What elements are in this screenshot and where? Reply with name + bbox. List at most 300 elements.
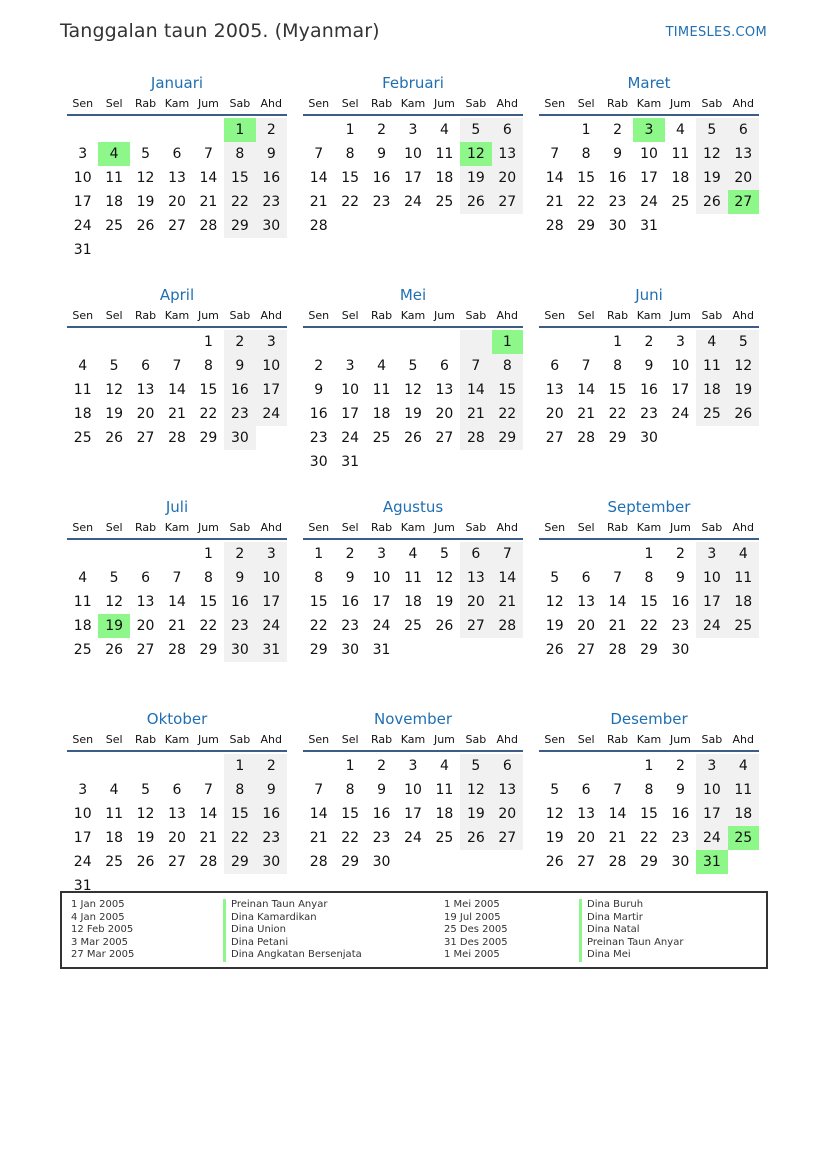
day-cell: 31 — [73, 242, 92, 258]
day-cell: 31 — [256, 638, 287, 662]
day-cell: 1 — [203, 546, 213, 562]
empty-cell — [67, 118, 98, 142]
day-cell: 30 — [372, 854, 391, 870]
day-cell: 29 — [224, 214, 255, 238]
month-mei — [303, 284, 523, 496]
day-cell: 25 — [435, 830, 454, 846]
site-logo[interactable]: TIMESLES.COM — [665, 25, 767, 40]
day-cell: 10 — [341, 382, 360, 398]
day-cell: 13 — [728, 142, 759, 166]
day-cell: 4 — [439, 758, 449, 774]
day-cell: 30 — [256, 214, 287, 238]
day-cell: 2 — [345, 546, 355, 562]
day-cell: 4 — [439, 122, 449, 138]
weekday-label: Rab — [371, 521, 393, 534]
day-cell: 23 — [256, 826, 287, 850]
weekday-label: Sab — [465, 733, 487, 746]
day-cell: 26 — [545, 854, 564, 870]
day-cell: 28 — [460, 426, 491, 450]
day-cell: 3 — [408, 122, 418, 138]
day-cell: 22 — [309, 618, 328, 634]
weekday-label: Rab — [371, 733, 393, 746]
day-cell: 22 — [224, 826, 255, 850]
day-cell: 2 — [314, 358, 324, 374]
day-cell: 4 — [728, 754, 759, 778]
weekday-label: Ahd — [732, 521, 755, 534]
day-cell: 13 — [545, 382, 564, 398]
legend-holiday-name: Dina Kamardikan — [223, 912, 362, 925]
legend-date: 31 Des 2005 — [444, 936, 508, 948]
weekday-label: Jum — [197, 97, 219, 110]
holiday-day-cell: 3 — [633, 118, 664, 142]
weekday-label: Kam — [636, 97, 662, 110]
weekday-label: Kam — [636, 521, 662, 534]
day-cell: 21 — [168, 406, 186, 422]
day-cell: 7 — [172, 570, 182, 586]
day-cell: 27 — [577, 642, 596, 658]
month-oktober — [67, 708, 287, 920]
empty-cell — [570, 542, 601, 566]
day-cell: 19 — [460, 166, 491, 190]
weekday-label: Sen — [72, 97, 94, 110]
day-cell: 26 — [105, 642, 124, 658]
empty-cell — [366, 330, 397, 354]
empty-cell — [98, 754, 129, 778]
day-cell: 18 — [696, 378, 727, 402]
holiday-day-cell: 12 — [460, 142, 491, 166]
day-cell: 5 — [728, 330, 759, 354]
day-cell: 10 — [73, 170, 92, 186]
empty-cell — [303, 118, 334, 142]
legend-holiday-name: Preinan Taun Anyar — [223, 899, 362, 912]
day-cell: 24 — [404, 194, 422, 210]
day-cell: 7 — [460, 354, 491, 378]
day-cell: 12 — [105, 382, 124, 398]
day-cell: 27 — [460, 614, 491, 638]
day-cell: 23 — [372, 830, 391, 846]
day-cell: 14 — [309, 170, 328, 186]
day-cell: 8 — [581, 146, 591, 162]
holiday-day-cell: 27 — [728, 190, 759, 214]
weekday-header — [539, 730, 759, 752]
weekday-label: Ahd — [732, 733, 755, 746]
weekday-label: Jum — [433, 309, 455, 322]
day-cell: 2 — [224, 542, 255, 566]
day-cell: 9 — [224, 566, 255, 590]
day-cell: 24 — [671, 406, 690, 422]
empty-cell — [539, 118, 570, 142]
day-cell: 29 — [341, 854, 360, 870]
weekday-label: Sen — [72, 309, 94, 322]
weekday-label: Ahd — [496, 521, 519, 534]
weekday-label: Sab — [701, 309, 723, 322]
day-cell: 17 — [372, 594, 391, 610]
day-cell: 1 — [314, 546, 324, 562]
day-cell: 2 — [256, 754, 287, 778]
day-cell: 9 — [314, 382, 324, 398]
day-cell: 20 — [545, 406, 564, 422]
day-cell: 3 — [78, 782, 88, 798]
day-cell: 11 — [105, 806, 124, 822]
day-cell: 29 — [640, 642, 658, 658]
day-cell: 14 — [608, 594, 627, 610]
day-cell: 29 — [640, 854, 658, 870]
day-cell: 3 — [696, 542, 727, 566]
weekday-label: Ahd — [260, 733, 283, 746]
day-cell: 16 — [256, 802, 287, 826]
day-cell: 14 — [168, 382, 186, 398]
day-cell: 8 — [314, 570, 324, 586]
weekday-label: Kam — [164, 733, 190, 746]
weekday-label: Sab — [701, 97, 723, 110]
day-cell: 30 — [224, 426, 255, 450]
day-cell: 19 — [460, 802, 491, 826]
day-grid — [67, 118, 287, 262]
day-cell: 16 — [372, 806, 391, 822]
weekday-label: Jum — [669, 733, 691, 746]
weekday-label: Ahd — [496, 97, 519, 110]
day-cell: 3 — [345, 358, 355, 374]
empty-cell — [67, 754, 98, 778]
legend-date: 25 Des 2005 — [444, 924, 508, 936]
day-cell: 4 — [408, 546, 418, 562]
day-cell: 23 — [671, 618, 690, 634]
empty-cell — [67, 330, 98, 354]
day-cell: 19 — [545, 618, 564, 634]
month-name: Februari — [382, 74, 444, 92]
legend-date: 1 Jan 2005 — [71, 899, 125, 910]
day-cell: 11 — [728, 778, 759, 802]
day-cell: 7 — [613, 782, 623, 798]
day-cell: 23 — [608, 194, 627, 210]
weekday-label: Jum — [197, 309, 219, 322]
weekday-header — [67, 306, 287, 328]
day-cell: 14 — [199, 806, 218, 822]
day-grid — [303, 330, 523, 474]
day-cell: 8 — [644, 570, 654, 586]
weekday-label: Sen — [544, 521, 566, 534]
month-name: Juli — [165, 498, 189, 516]
day-cell: 28 — [199, 854, 218, 870]
day-cell: 23 — [224, 614, 255, 638]
legend-dates-column — [71, 899, 134, 962]
weekday-label: Jum — [433, 733, 455, 746]
day-cell: 18 — [73, 406, 92, 422]
weekday-label: Kam — [164, 309, 190, 322]
month-februari — [303, 72, 523, 284]
empty-cell — [539, 754, 570, 778]
day-cell: 12 — [136, 806, 155, 822]
day-cell: 1 — [581, 122, 591, 138]
weekday-header — [303, 730, 523, 752]
day-cell: 29 — [199, 642, 218, 658]
day-grid — [67, 754, 287, 898]
day-cell: 17 — [404, 170, 422, 186]
empty-cell — [161, 754, 192, 778]
empty-cell — [539, 542, 570, 566]
day-cell: 26 — [136, 218, 155, 234]
empty-cell — [161, 118, 192, 142]
empty-cell — [602, 754, 633, 778]
day-cell: 6 — [172, 782, 182, 798]
day-cell: 23 — [640, 406, 658, 422]
weekday-label: Jum — [669, 309, 691, 322]
empty-cell — [130, 118, 161, 142]
weekday-label: Sab — [465, 97, 487, 110]
day-cell: 2 — [256, 118, 287, 142]
day-cell: 15 — [640, 594, 658, 610]
day-cell: 15 — [199, 382, 218, 398]
day-grid — [303, 754, 523, 874]
day-cell: 31 — [640, 218, 658, 234]
holiday-legend — [60, 891, 768, 969]
day-cell: 23 — [309, 430, 328, 446]
day-cell: 25 — [696, 402, 727, 426]
day-cell: 6 — [728, 118, 759, 142]
day-cell: 14 — [577, 382, 596, 398]
day-cell: 16 — [671, 806, 690, 822]
day-cell: 20 — [136, 618, 155, 634]
day-cell: 27 — [168, 218, 186, 234]
empty-cell — [334, 330, 365, 354]
day-cell: 10 — [256, 354, 287, 378]
day-cell: 13 — [168, 170, 186, 186]
day-cell: 18 — [105, 194, 124, 210]
day-cell: 29 — [608, 430, 627, 446]
day-cell: 18 — [73, 618, 92, 634]
day-cell: 30 — [671, 642, 690, 658]
day-cell: 11 — [671, 146, 690, 162]
day-cell: 10 — [372, 570, 391, 586]
day-cell: 27 — [545, 430, 564, 446]
holiday-day-cell: 19 — [98, 614, 129, 638]
weekday-label: Sen — [72, 733, 94, 746]
day-cell: 1 — [224, 754, 255, 778]
day-cell: 14 — [460, 378, 491, 402]
day-cell: 28 — [309, 218, 328, 234]
day-cell: 15 — [199, 594, 218, 610]
empty-cell — [161, 542, 192, 566]
weekday-label: Kam — [400, 521, 426, 534]
day-cell: 31 — [73, 878, 92, 894]
day-cell: 25 — [671, 194, 690, 210]
legend-holiday-name: Dina Natal — [579, 924, 683, 937]
day-cell: 17 — [256, 378, 287, 402]
day-cell: 27 — [168, 854, 186, 870]
day-cell: 8 — [345, 146, 355, 162]
day-cell: 9 — [345, 570, 355, 586]
weekday-label: Sen — [544, 309, 566, 322]
day-cell: 8 — [224, 142, 255, 166]
day-cell: 29 — [309, 642, 328, 658]
day-cell: 27 — [435, 430, 454, 446]
day-grid — [539, 330, 759, 450]
weekday-label: Sen — [544, 97, 566, 110]
day-cell: 25 — [73, 642, 92, 658]
weekday-label: Sab — [229, 733, 251, 746]
day-cell: 10 — [696, 566, 727, 590]
day-cell: 13 — [136, 382, 155, 398]
day-cell: 19 — [136, 194, 155, 210]
day-cell: 23 — [372, 194, 391, 210]
day-cell: 25 — [728, 614, 759, 638]
day-cell: 26 — [404, 430, 422, 446]
months-grid — [67, 72, 761, 920]
day-cell: 25 — [73, 430, 92, 446]
day-cell: 2 — [224, 330, 255, 354]
day-cell: 24 — [256, 614, 287, 638]
weekday-label: Rab — [607, 97, 629, 110]
weekday-label: Sen — [308, 733, 330, 746]
empty-cell — [460, 330, 491, 354]
day-cell: 5 — [550, 782, 560, 798]
day-cell: 22 — [577, 194, 596, 210]
day-cell: 7 — [581, 358, 591, 374]
day-cell: 7 — [172, 358, 182, 374]
holiday-day-cell: 4 — [98, 142, 129, 166]
weekday-label: Ahd — [732, 97, 755, 110]
day-cell: 31 — [372, 642, 391, 658]
holiday-day-cell: 1 — [224, 118, 255, 142]
month-name: April — [159, 286, 195, 304]
day-cell: 30 — [341, 642, 360, 658]
day-cell: 28 — [199, 218, 218, 234]
day-cell: 1 — [203, 334, 213, 350]
weekday-label: Jum — [197, 733, 219, 746]
weekday-label: Sen — [308, 521, 330, 534]
day-cell: 22 — [640, 618, 658, 634]
day-cell: 3 — [675, 334, 685, 350]
day-cell: 13 — [492, 778, 523, 802]
day-cell: 18 — [404, 594, 422, 610]
day-cell: 7 — [314, 782, 324, 798]
legend-holiday-name: Dina Union — [223, 924, 362, 937]
day-cell: 25 — [372, 430, 391, 446]
day-cell: 12 — [545, 594, 564, 610]
day-cell: 12 — [696, 142, 727, 166]
day-cell: 15 — [309, 594, 328, 610]
month-april — [67, 284, 287, 496]
day-cell: 26 — [728, 402, 759, 426]
day-cell: 17 — [671, 382, 690, 398]
month-name: Mei — [399, 286, 427, 304]
day-cell: 26 — [136, 854, 155, 870]
day-cell: 10 — [640, 146, 658, 162]
day-cell: 10 — [404, 782, 422, 798]
weekday-label: Rab — [135, 733, 157, 746]
day-cell: 28 — [608, 642, 627, 658]
day-cell: 28 — [168, 430, 186, 446]
empty-cell — [570, 754, 601, 778]
day-cell: 22 — [341, 830, 360, 846]
day-grid — [303, 118, 523, 238]
weekday-label: Sen — [308, 309, 330, 322]
weekday-label: Sen — [544, 733, 566, 746]
day-cell: 11 — [372, 382, 391, 398]
day-cell: 22 — [199, 618, 218, 634]
day-cell: 22 — [341, 194, 360, 210]
empty-cell — [539, 330, 570, 354]
day-cell: 9 — [256, 778, 287, 802]
day-grid — [67, 542, 287, 662]
day-cell: 20 — [136, 406, 155, 422]
day-cell: 9 — [613, 146, 623, 162]
day-cell: 21 — [608, 830, 627, 846]
day-cell: 28 — [577, 430, 596, 446]
day-cell: 10 — [404, 146, 422, 162]
weekday-label: Sel — [577, 521, 595, 534]
day-cell: 24 — [73, 854, 92, 870]
weekday-label: Sen — [72, 521, 94, 534]
day-cell: 9 — [256, 142, 287, 166]
day-cell: 19 — [545, 830, 564, 846]
day-cell: 24 — [404, 830, 422, 846]
day-cell: 28 — [492, 614, 523, 638]
day-cell: 13 — [460, 566, 491, 590]
day-cell: 1 — [345, 758, 355, 774]
day-cell: 21 — [492, 590, 523, 614]
day-cell: 7 — [314, 146, 324, 162]
day-cell: 4 — [675, 122, 685, 138]
legend-holiday-name: Preinan Taun Anyar — [579, 937, 683, 950]
day-cell: 30 — [671, 854, 690, 870]
day-cell: 4 — [728, 542, 759, 566]
day-cell: 21 — [199, 194, 218, 210]
month-name: Oktober — [146, 710, 208, 728]
day-cell: 24 — [640, 194, 658, 210]
day-cell: 24 — [696, 826, 727, 850]
weekday-label: Jum — [669, 97, 691, 110]
day-cell: 13 — [136, 594, 155, 610]
day-cell: 28 — [309, 854, 328, 870]
day-cell: 1 — [345, 122, 355, 138]
empty-cell — [98, 330, 129, 354]
day-cell: 16 — [224, 590, 255, 614]
weekday-label: Sab — [229, 309, 251, 322]
legend-date: 1 Mei 2005 — [444, 899, 500, 910]
day-cell: 18 — [728, 590, 759, 614]
weekday-header — [539, 518, 759, 540]
day-cell: 20 — [728, 166, 759, 190]
month-maret — [539, 72, 759, 284]
day-cell: 10 — [256, 566, 287, 590]
day-cell: 12 — [105, 594, 124, 610]
day-cell: 27 — [577, 854, 596, 870]
legend-holiday-name: Dina Petani — [223, 937, 362, 950]
weekday-header — [67, 94, 287, 116]
weekday-label: Sab — [229, 97, 251, 110]
day-cell: 24 — [73, 218, 92, 234]
day-cell: 15 — [640, 806, 658, 822]
empty-cell — [67, 542, 98, 566]
day-cell: 23 — [341, 618, 360, 634]
day-cell: 13 — [168, 806, 186, 822]
day-cell: 5 — [109, 358, 119, 374]
day-cell: 16 — [640, 382, 658, 398]
weekday-label: Sel — [341, 309, 359, 322]
day-cell: 16 — [309, 406, 328, 422]
day-cell: 25 — [435, 194, 454, 210]
weekday-label: Sab — [229, 521, 251, 534]
empty-cell — [98, 118, 129, 142]
day-cell: 11 — [105, 170, 124, 186]
empty-cell — [193, 118, 224, 142]
weekday-label: Kam — [636, 733, 662, 746]
holiday-day-cell: 31 — [696, 850, 727, 874]
weekday-header — [539, 306, 759, 328]
day-cell: 2 — [675, 546, 685, 562]
day-cell: 13 — [577, 594, 596, 610]
